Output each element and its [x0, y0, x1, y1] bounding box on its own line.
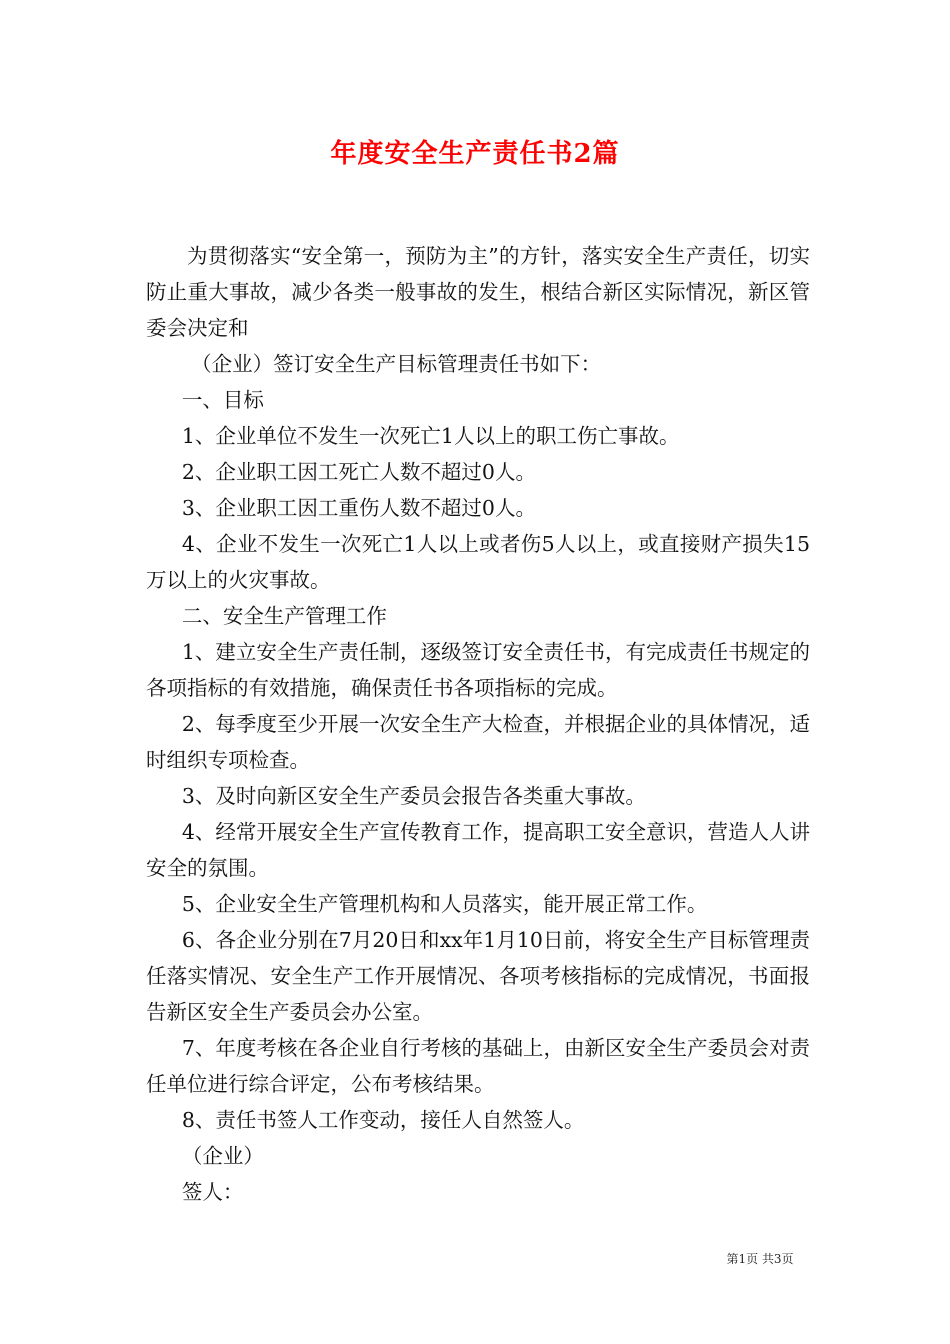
goal-item-2: 2、企业职工因工死亡人数不超过0人。 — [181, 460, 536, 484]
management-item-4: 4、经常开展安全生产宣传教育工作，提高职工安全意识，营造人人讲安全的氛围。 — [146, 820, 810, 880]
signatory-label: 签人： — [181, 1180, 244, 1204]
management-item-6: 6、各企业分别在7月20日和xx年1月10日前，将安全生产目标管理责任落实情况、安全生产工作开展情况、各项考核指标的完成情况，书面报告新区安全生产委员会办公室。 — [146, 928, 810, 1024]
document-title: 年度安全生产责任书2篇 — [330, 139, 620, 169]
document-body — [146, 238, 810, 1210]
enterprise-label: （企业） — [181, 1144, 264, 1168]
management-item-8: 8、责任书签人工作变动，接任人自然签人。 — [181, 1108, 585, 1132]
management-item-3: 3、及时向新区安全生产委员会报告各类重大事故。 — [181, 784, 646, 808]
management-item-1: 1、建立安全生产责任制，逐级签订安全责任书，有完成责任书规定的各项指标的有效措施，确保责任书各项指标的完成。 — [146, 640, 810, 700]
section-heading-management: 二、安全生产管理工作 — [181, 604, 387, 628]
paragraph-enterprise-sign: （企业）签订安全生产目标管理责任书如下： — [191, 352, 602, 376]
goal-item-4: 4、企业不发生一次死亡1人以上或者伤5人以上，或直接财产损失15万以上的火灾事故。 — [146, 532, 810, 592]
section-heading-goals: 一、目标 — [181, 388, 264, 412]
management-item-2: 2、每季度至少开展一次安全生产大检查，并根据企业的具体情况，适时组织专项检查。 — [146, 712, 810, 772]
paragraph-intro: 为贯彻落实“安全第一，预防为主”的方针，落实安全生产责任，切实防止重大事故，减少各类一般事故的发生，根结合新区实际情况，新区管委会决定和 — [146, 244, 810, 340]
management-item-7: 7、年度考核在各企业自行考核的基础上，由新区安全生产委员会对责任单位进行综合评定，公布考核结果。 — [146, 1036, 810, 1096]
page-number: 第1页 共3页 — [726, 1252, 794, 1266]
goal-item-3: 3、企业职工因工重伤人数不超过0人。 — [181, 496, 536, 520]
goal-item-1: 1、企业单位不发生一次死亡1人以上的职工伤亡事故。 — [181, 424, 680, 448]
management-item-5: 5、企业安全生产管理机构和人员落实，能开展正常工作。 — [181, 892, 708, 916]
